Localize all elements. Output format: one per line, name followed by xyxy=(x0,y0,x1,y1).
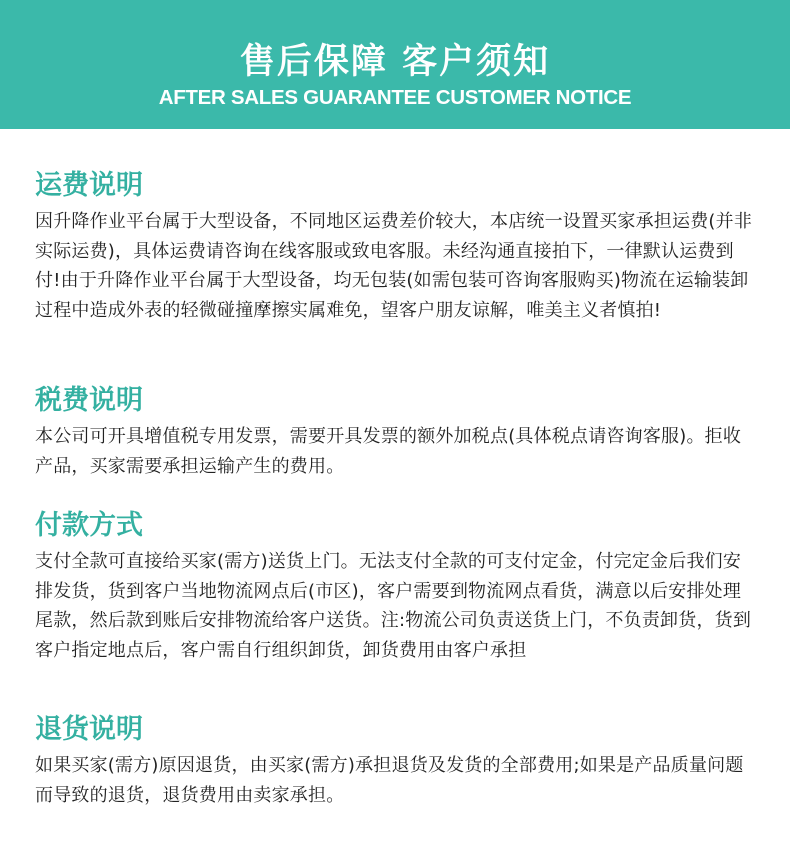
section-heading: 税费说明 xyxy=(35,385,143,416)
section-body: 如果买家(需方)原因退货，由买家(需方)承担退货及发货的全部费用;如果是产品质量问题而导致的退货，退货费用由卖家承担。 xyxy=(35,755,744,806)
section-body: 因升降作业平台属于大型设备，不同地区运费差价较大，本店统一设置买家承担运费(并非实际运费)，具体运费请咨询在线客服或致电客服。未经沟通直接拍下，一律默认运费到付!由于升降作业平台属于大型设备，均无包装(如需包装可咨询客服购买)物流在运输装卸过程中造成外表的轻微碰撞摩擦实属难免，望客户朋友谅解，唯美主义者慎拍! xyxy=(35,211,753,321)
section-payment xyxy=(35,509,755,665)
page-subtitle: AFTER SALES GUARANTEE CUSTOMER NOTICE xyxy=(158,86,632,109)
section-shipping-fee xyxy=(35,169,755,325)
section-heading: 付款方式 xyxy=(35,510,143,541)
section-heading: 运费说明 xyxy=(35,170,143,201)
section-tax xyxy=(35,384,755,481)
section-body: 本公司可开具增值税专用发票，需要开具发票的额外加税点(具体税点请咨询客服)。拒收产品，买家需要承担运输产生的费用。 xyxy=(35,426,742,477)
page-title: 售后保障 客户须知 xyxy=(239,42,551,82)
section-body: 支付全款可直接给买家(需方)送货上门。无法支付全款的可支付定金，付完定金后我们安排发货，货到客户当地物流网点后(市区)，客户需要到物流网点看货，满意以后安排处理尾款，然后款到账后安排物流给客户送货。注:物流公司负责送货上门，不负责卸货，货到客户指定地点后，客户需自行组织卸货，卸货费用由客户承担 xyxy=(35,551,752,661)
header-banner xyxy=(0,0,790,129)
section-returns xyxy=(35,713,755,810)
section-heading: 退货说明 xyxy=(35,714,143,745)
